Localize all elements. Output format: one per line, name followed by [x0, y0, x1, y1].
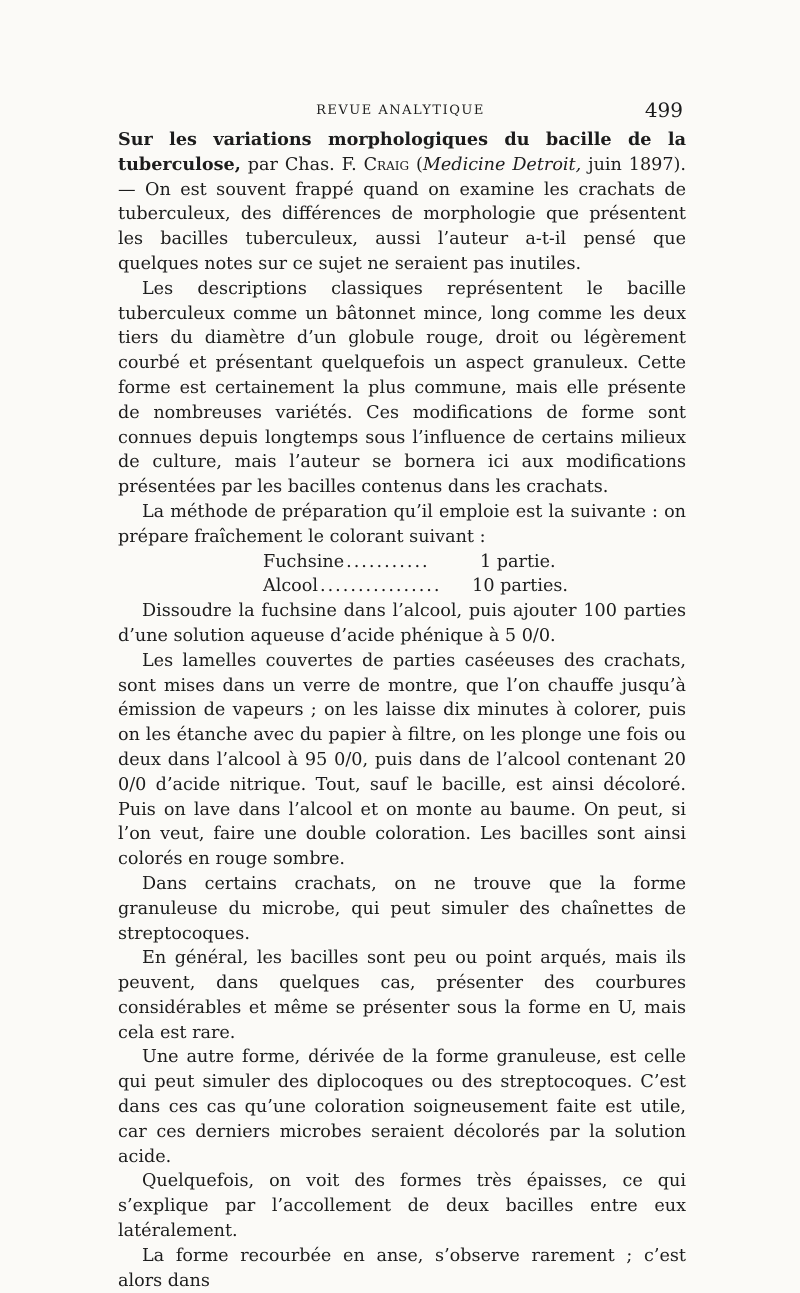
page-number: 499 — [644, 98, 683, 122]
paragraph-8: Une autre forme, dérivée de la forme granuleuse, est celle qui peut simuler des diplocoques ou des streptocoques. C’est dans ces cas qu’une coloration soigneusement faite est utile, car ces derniers microbes seraient décolorés par la solution acide. — [118, 1047, 686, 1167]
article-source: Medicine Detroit, — [422, 154, 582, 175]
recipe-row-alcool — [263, 574, 568, 599]
recipe-amount: 1 partie. — [480, 551, 556, 572]
paragraph-9: Quelquefois, on voit des formes très épaisses, ce qui s’explique par l’accollement de deux bacilles entre eux latéralement. — [118, 1171, 686, 1242]
paragraph-3: La méthode de préparation qu’il emploie est la suivante : on prépare fraîchement le colorant suivant : — [118, 501, 686, 547]
recipe-amount: 10 parties. — [472, 576, 568, 597]
recipe-leader: ................ — [320, 576, 442, 597]
running-title: REVUE ANALYTIQUE — [316, 103, 485, 118]
article-author-prefix: par Chas. F. — [247, 154, 364, 175]
paragraph-5: Les lamelles couvertes de parties caséeuses des crachats, sont mises dans un verre de montre, que l’on chauffe jusqu’à émission de vapeurs ; on les laisse dix minutes à colorer, puis on les étanche avec du papier à filtre, on les plonge une fois ou deux dans l’alcool à 95 0/0, puis dans de l’alcool contenant 20 0/0 d’acide nitrique. Tout, sauf le bacille, est ainsi décoloré. Puis on lave dans l’alcool et on monte au baume. On peut, si l’on veut, faire une double coloration. Les bacilles sont ainsi colorés en rouge sombre. — [118, 650, 686, 870]
paragraph-2: Les descriptions classiques représentent le bacille tuberculeux comme un bâtonnet mince, long comme les deux tiers du diamètre d’un globule rouge, droit ou légèrement courbé et présentant quelquefois un aspect granuleux. Cette forme est certainement la plus commune, mais elle présente de nombreuses variétés. Ces modifications de forme sont connues depuis longtemps sous l’influence de certains milieux de culture, mais l’auteur se bornera ici aux modifications présentées par les bacilles contenus dans les crachats. — [118, 278, 686, 498]
article-source-date: juin 1897). — [581, 154, 686, 175]
article-body — [118, 128, 686, 1293]
recipe-ingredient: Alcool — [263, 576, 318, 597]
paragraph-10: La forme recourbée en anse, s’observe rarement ; c’est alors dans — [118, 1245, 686, 1291]
paragraph-1-text: — On est souvent frappé quand on examine les crachats de tuberculeux, des différences de morphologie que présentent les bacilles tuberculeux, aussi l’auteur a-t-il pensé que quelques notes sur ce sujet ne seraient pas inutiles. — [118, 179, 686, 274]
recipe-ingredient: Fuchsine — [263, 551, 345, 572]
running-head — [118, 98, 683, 124]
paragraph-4: Dissoudre la fuchsine dans l’alcool, puis ajouter 100 parties d’une solution aqueuse d’acide phénique à 5 0/0. — [118, 601, 686, 646]
paragraph-7: En général, les bacilles sont peu ou point arqués, mais ils peuvent, dans quelques cas, présenter des courbures considérables et même se présenter sous la forme en U, mais cela est rare. — [118, 948, 686, 1043]
article-author: Craig — [363, 154, 410, 175]
recipe-row-fuchsine — [263, 550, 568, 575]
recipe-leader: ........... — [346, 551, 430, 572]
article-title: Sur les variations morphologiques du bacille de la tuberculose, — [118, 129, 686, 175]
paragraph-6: Dans certains crachats, on ne trouve que la forme granuleuse du microbe, qui peut simuler des chaînettes de streptocoques. — [118, 873, 686, 944]
article-intro-paragraph: Sur les variations morphologiques du bacille de la tuberculose, par Chas. F. Craig (Medicine Detroit, juin 1897). — On est souvent frappé quand on examine les crachats de tuberculeux, des différences de morphologie que présentent les bacilles tuberculeux, aussi l’auteur a-t-il pensé que quelques notes sur ce sujet ne seraient pas inutiles. — [118, 129, 686, 274]
